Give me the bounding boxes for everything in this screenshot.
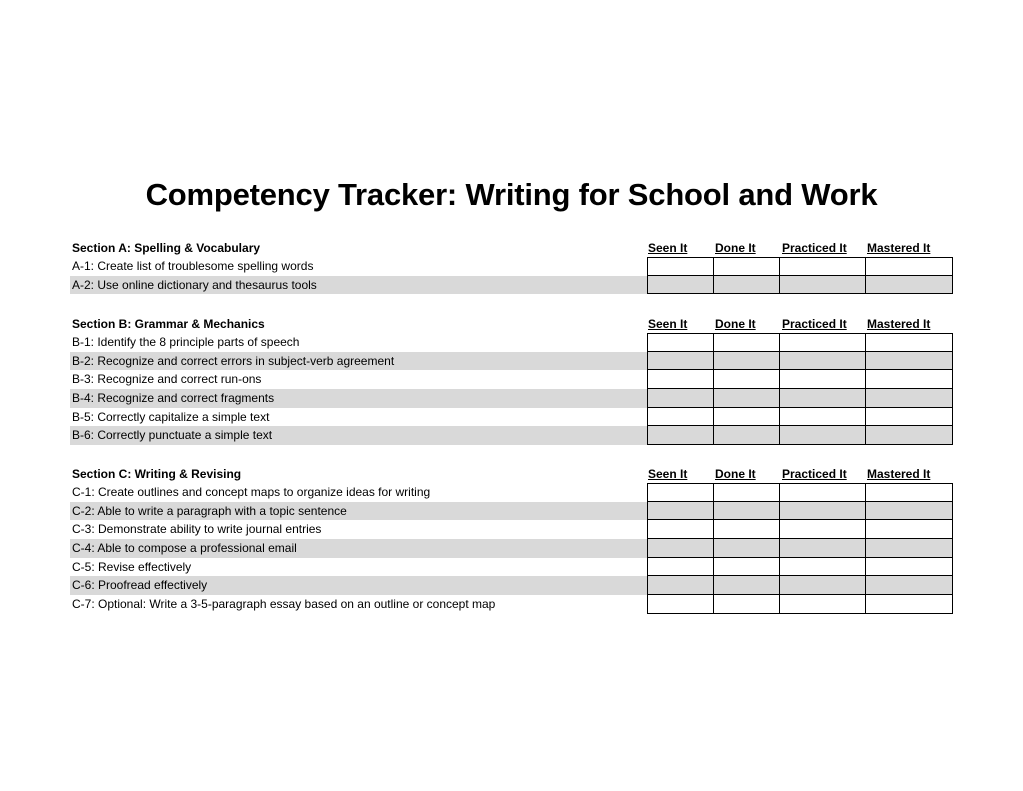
mastered-it-checkbox[interactable] <box>866 389 953 408</box>
column-header-practiced-it: Practiced It <box>782 241 847 255</box>
competency-row <box>70 333 953 352</box>
done-it-checkbox[interactable] <box>714 389 780 408</box>
practiced-it-checkbox[interactable] <box>780 352 866 371</box>
done-it-checkbox[interactable] <box>714 426 780 445</box>
column-header-done-it: Done It <box>715 467 756 481</box>
competency-row <box>70 426 953 445</box>
competency-row <box>70 576 953 595</box>
practiced-it-checkbox[interactable] <box>780 539 866 558</box>
competency-label: C-5: Revise effectively <box>72 559 192 574</box>
seen-it-checkbox[interactable] <box>647 408 714 427</box>
seen-it-checkbox[interactable] <box>647 539 714 558</box>
practiced-it-checkbox[interactable] <box>780 257 866 276</box>
competency-row <box>70 558 953 577</box>
column-header-mastered-it: Mastered It <box>867 241 931 255</box>
mastered-it-checkbox[interactable] <box>866 426 953 445</box>
competency-label: A-2: Use online dictionary and thesaurus tools <box>72 277 317 292</box>
mastered-it-checkbox[interactable] <box>866 576 953 595</box>
seen-it-checkbox[interactable] <box>647 352 714 371</box>
page-title: Competency Tracker: Writing for School and Work <box>145 177 878 212</box>
column-header-mastered-it: Mastered It <box>867 467 931 481</box>
practiced-it-checkbox[interactable] <box>780 595 866 614</box>
column-header-done-it: Done It <box>715 241 756 255</box>
competency-label: C-4: Able to compose a professional email <box>72 541 297 556</box>
competency-row <box>70 352 953 371</box>
section-b <box>70 314 953 445</box>
mastered-it-checkbox[interactable] <box>866 408 953 427</box>
column-header-practiced-it: Practiced It <box>782 317 847 331</box>
competency-label: A-1: Create list of troublesome spelling words <box>72 259 314 273</box>
column-header-mastered-it: Mastered It <box>867 317 931 331</box>
seen-it-checkbox[interactable] <box>647 558 714 577</box>
section-title: Section C: Writing & Revising <box>72 467 242 481</box>
done-it-checkbox[interactable] <box>714 333 780 352</box>
mastered-it-checkbox[interactable] <box>866 352 953 371</box>
seen-it-checkbox[interactable] <box>647 520 714 539</box>
done-it-checkbox[interactable] <box>714 276 780 295</box>
seen-it-checkbox[interactable] <box>647 426 714 445</box>
practiced-it-checkbox[interactable] <box>780 389 866 408</box>
practiced-it-checkbox[interactable] <box>780 333 866 352</box>
practiced-it-checkbox[interactable] <box>780 483 866 502</box>
column-header-seen-it: Seen It <box>648 317 688 331</box>
mastered-it-checkbox[interactable] <box>866 520 953 539</box>
done-it-checkbox[interactable] <box>714 408 780 427</box>
competency-row <box>70 257 953 276</box>
done-it-checkbox[interactable] <box>714 483 780 502</box>
done-it-checkbox[interactable] <box>714 558 780 577</box>
mastered-it-checkbox[interactable] <box>866 558 953 577</box>
competency-row <box>70 276 953 295</box>
practiced-it-checkbox[interactable] <box>780 520 866 539</box>
practiced-it-checkbox[interactable] <box>780 426 866 445</box>
seen-it-checkbox[interactable] <box>647 576 714 595</box>
competency-label: C-7: Optional: Write a 3-5-paragraph essay based on an outline or concept map <box>72 597 496 612</box>
competency-row <box>70 370 953 389</box>
competency-row <box>70 389 953 408</box>
competency-label: C-6: Proofread effectively <box>72 578 208 593</box>
mastered-it-checkbox[interactable] <box>866 483 953 502</box>
seen-it-checkbox[interactable] <box>647 389 714 408</box>
competency-label: B-2: Recognize and correct errors in subject-verb agreement <box>72 353 395 368</box>
seen-it-checkbox[interactable] <box>647 483 714 502</box>
competency-row <box>70 539 953 558</box>
seen-it-checkbox[interactable] <box>647 333 714 352</box>
competency-label: C-2: Able to write a paragraph with a topic sentence <box>72 503 347 518</box>
competency-label: B-6: Correctly punctuate a simple text <box>72 428 273 443</box>
competency-label: B-3: Recognize and correct run-ons <box>72 372 262 387</box>
done-it-checkbox[interactable] <box>714 502 780 521</box>
competency-label: C-3: Demonstrate ability to write journal entries <box>72 522 322 537</box>
practiced-it-checkbox[interactable] <box>780 558 866 577</box>
section-header <box>70 314 953 333</box>
done-it-checkbox[interactable] <box>714 520 780 539</box>
seen-it-checkbox[interactable] <box>647 257 714 276</box>
done-it-checkbox[interactable] <box>714 539 780 558</box>
column-header-done-it: Done It <box>715 317 756 331</box>
competency-row <box>70 502 953 521</box>
section-title: Section A: Spelling & Vocabulary <box>72 241 261 255</box>
section-a <box>70 238 953 294</box>
competency-label: B-4: Recognize and correct fragments <box>72 391 275 406</box>
done-it-checkbox[interactable] <box>714 370 780 389</box>
competency-label: C-1: Create outlines and concept maps to organize ideas for writing <box>72 485 431 499</box>
column-header-seen-it: Seen It <box>648 467 688 481</box>
competency-row <box>70 408 953 427</box>
competency-row <box>70 520 953 539</box>
done-it-checkbox[interactable] <box>714 595 780 614</box>
mastered-it-checkbox[interactable] <box>866 257 953 276</box>
mastered-it-checkbox[interactable] <box>866 276 953 295</box>
practiced-it-checkbox[interactable] <box>780 502 866 521</box>
seen-it-checkbox[interactable] <box>647 370 714 389</box>
competency-row <box>70 595 953 614</box>
practiced-it-checkbox[interactable] <box>780 408 866 427</box>
section-header <box>70 464 953 483</box>
mastered-it-checkbox[interactable] <box>866 333 953 352</box>
done-it-checkbox[interactable] <box>714 576 780 595</box>
section-title: Section B: Grammar & Mechanics <box>72 317 265 331</box>
mastered-it-checkbox[interactable] <box>866 539 953 558</box>
column-header-seen-it: Seen It <box>648 241 688 255</box>
section-c <box>70 464 953 614</box>
section-header <box>70 238 953 257</box>
competency-label: B-5: Correctly capitalize a simple text <box>72 409 270 424</box>
practiced-it-checkbox[interactable] <box>780 576 866 595</box>
competency-row <box>70 483 953 502</box>
mastered-it-checkbox[interactable] <box>866 370 953 389</box>
done-it-checkbox[interactable] <box>714 257 780 276</box>
mastered-it-checkbox[interactable] <box>866 502 953 521</box>
seen-it-checkbox[interactable] <box>647 502 714 521</box>
done-it-checkbox[interactable] <box>714 352 780 371</box>
seen-it-checkbox[interactable] <box>647 276 714 295</box>
practiced-it-checkbox[interactable] <box>780 370 866 389</box>
practiced-it-checkbox[interactable] <box>780 276 866 295</box>
column-header-practiced-it: Practiced It <box>782 467 847 481</box>
seen-it-checkbox[interactable] <box>647 595 714 614</box>
mastered-it-checkbox[interactable] <box>866 595 953 614</box>
competency-label: B-1: Identify the 8 principle parts of speech <box>72 335 300 349</box>
